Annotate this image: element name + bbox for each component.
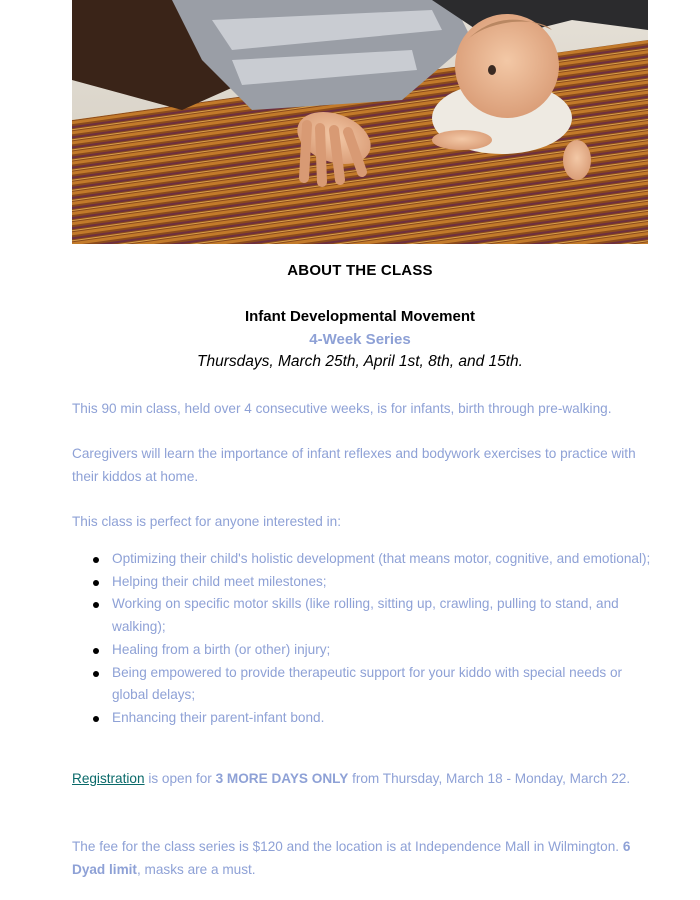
mask-requirement: , masks are a must.	[136, 861, 256, 877]
list-item	[72, 571, 652, 594]
registration-link[interactable]: Registration	[72, 771, 145, 786]
dyad-limit: 6 Dyad limit	[72, 839, 631, 877]
interest-list	[72, 548, 652, 730]
list-item	[72, 639, 652, 662]
class-name: Infant Developmental Movement	[244, 308, 476, 325]
list-item	[72, 662, 652, 707]
fee-info	[72, 836, 652, 881]
bullet-icon	[93, 580, 99, 586]
class-dates: Thursdays, March 25th, April 1st, 8th, and 15th.	[197, 353, 523, 370]
registration-dates: from Thursday, March 18 - Monday, March 22.	[348, 771, 631, 786]
list-item	[72, 548, 652, 571]
registration-emphasis: 3 MORE DAYS ONLY	[215, 771, 349, 786]
series-label: 4-Week Series	[309, 331, 411, 348]
list-item	[72, 593, 652, 638]
hero-image	[72, 0, 648, 244]
registration-info	[72, 768, 652, 791]
fee-text: The fee for the class series is $120 and the location is at Independence Mall in Wilmington.	[72, 839, 623, 854]
list-item-text: Being empowered to provide therapeutic support for your kiddo with special needs or global delays;	[112, 664, 623, 703]
registration-text: is open for	[144, 771, 216, 786]
list-item-text: Helping their child meet milestones;	[112, 573, 327, 589]
bullet-icon	[93, 602, 99, 608]
bullet-icon	[93, 716, 99, 722]
list-item-text: Optimizing their child's holistic development (that means motor, cognitive, and emotional);	[112, 551, 651, 566]
photo-icon	[72, 0, 648, 244]
interest-intro: This class is perfect for anyone interested in:	[72, 514, 341, 529]
caregiver-description: Caregivers will learn the importance of infant reflexes and bodywork exercises to practice with their kiddos at home.	[72, 446, 636, 484]
class-description: This 90 min class, held over 4 consecutive weeks, is for infants, birth through pre-walking.	[72, 401, 612, 416]
list-item-text: Enhancing their parent-infant bond.	[112, 709, 325, 725]
bullet-icon	[93, 671, 99, 677]
section-title: ABOUT THE CLASS	[287, 262, 433, 279]
list-item-text: Healing from a birth (or other) injury;	[112, 641, 331, 657]
bullet-icon	[93, 648, 99, 654]
list-item-text: Working on specific motor skills (like rolling, sitting up, crawling, pulling to stand, and walking);	[112, 596, 619, 635]
bullet-icon	[93, 557, 99, 563]
list-item	[72, 707, 652, 730]
